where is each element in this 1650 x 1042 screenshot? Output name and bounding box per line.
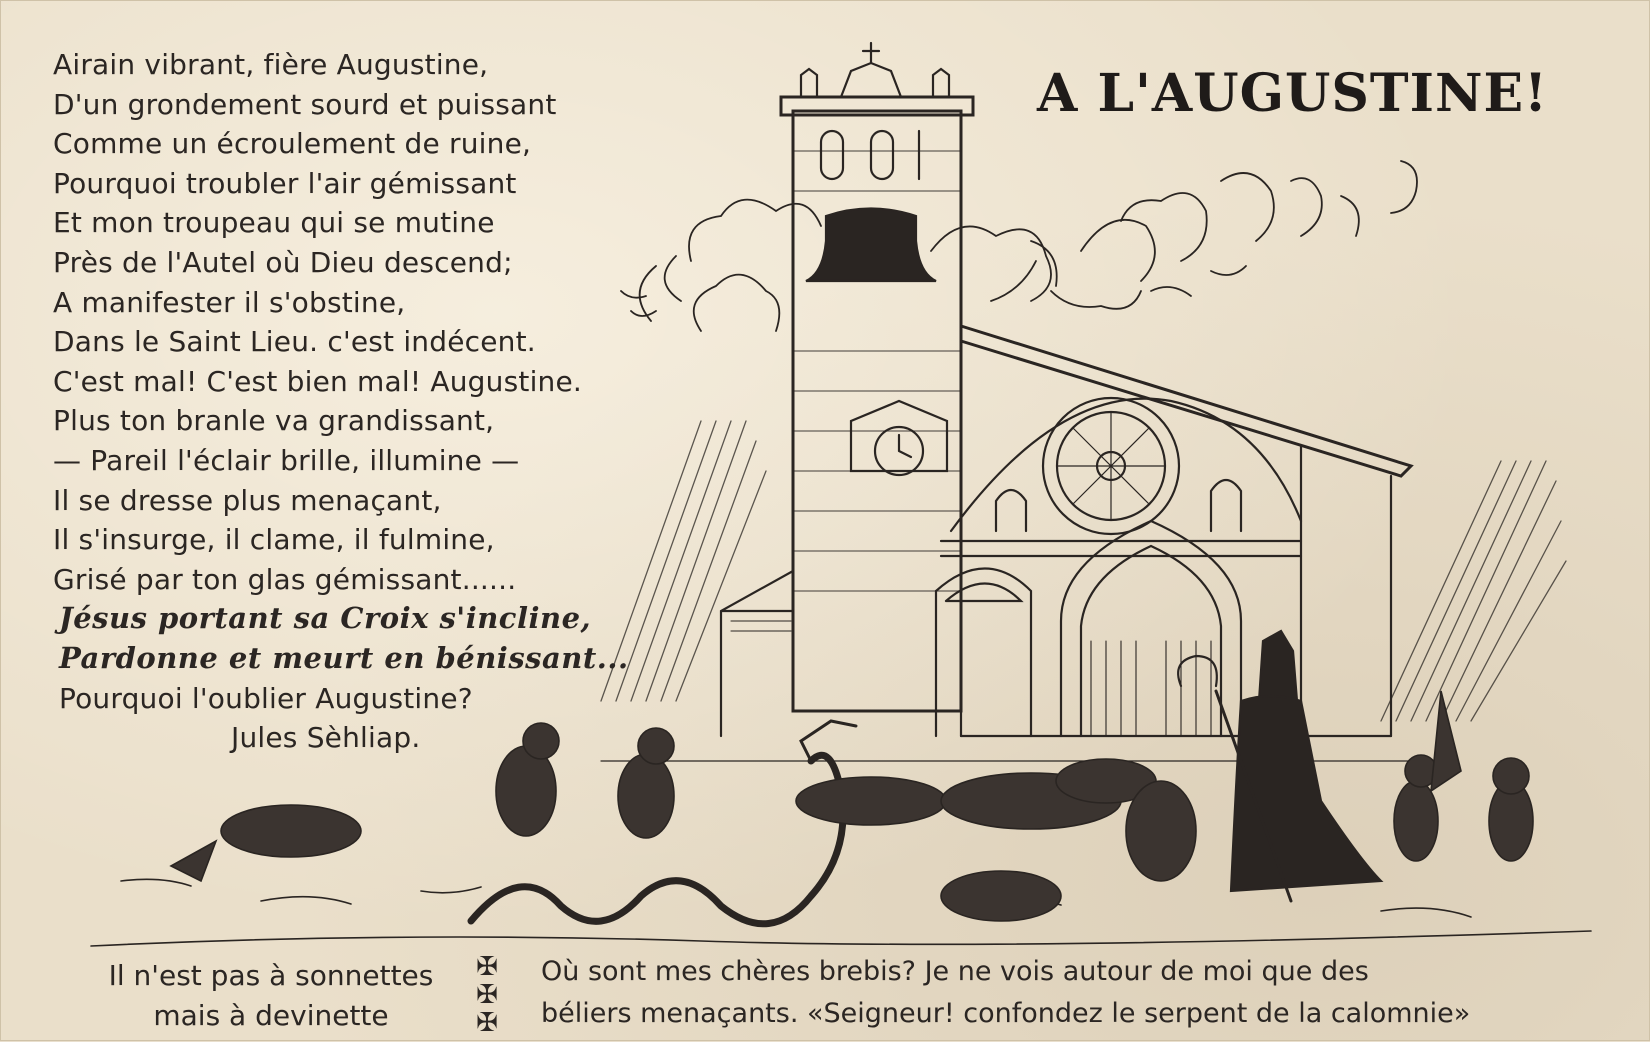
cross-icon: ✠ (476, 1008, 498, 1038)
card-title: A L'AUGUSTINE! (1037, 63, 1548, 124)
church-illustration (1, 1, 1650, 1042)
poem-line: A manifester il s'obstine, (53, 285, 406, 319)
poem-line: Pourquoi troubler l'air gémissant (53, 166, 517, 200)
sound-waves (621, 161, 1417, 331)
poem-line: — Pareil l'éclair brille, illumine — (53, 443, 520, 477)
poem-line: Dans le Saint Lieu. c'est indécent. (53, 325, 536, 359)
footer-caption (541, 951, 1581, 1035)
poem-line: Plus ton branle va grandissant, (53, 404, 495, 438)
poem-line: Il s'insurge, il clame, il fulmine, (53, 523, 495, 557)
poem-line: Airain vibrant, fière Augustine, (53, 48, 489, 81)
poem-line: Et mon troupeau qui se mutine (53, 206, 495, 240)
poem-italic-line: Pardonne et meurt en bénissant... (59, 640, 629, 675)
bell (806, 209, 936, 282)
bell-tower (781, 43, 973, 711)
footer-right-line: Où sont mes chères brebis? Je ne vois autour de moi que des (541, 956, 1369, 987)
cross-separator (469, 953, 505, 1037)
footer-right-line: béliers menaçants. «Seigneur! confondez le serpent de la calomnie» (541, 998, 1471, 1029)
poem-italic-line: Jésus portant sa Croix s'incline, (59, 601, 592, 636)
cross-icon: ✠ (476, 980, 498, 1010)
cross-icon: ✠ (476, 952, 498, 982)
poem-line: Comme un écroulement de ruine, (53, 127, 532, 161)
poem-line: C'est mal! C'est bien mal! Augustine. (53, 364, 583, 398)
poem-last-line: Pourquoi l'oublier Augustine? (59, 681, 473, 715)
bishop-figure (1178, 631, 1381, 901)
footer-riddle (101, 956, 441, 1036)
footer-left-line: Il n'est pas à sonnettes (108, 959, 434, 992)
poem-signature: Jules Sèhliap. (231, 721, 421, 755)
poem-line: Il se dresse plus menaçant, (53, 483, 442, 517)
poem-line: Près de l'Autel où Dieu descend; (53, 245, 513, 279)
poem-line: Grisé par ton glas gémissant...... (53, 562, 517, 596)
footer-left-line: mais à devinette (153, 999, 389, 1032)
poem-line: D'un grondement sourd et puissant (53, 87, 557, 121)
church-facade (721, 326, 1411, 736)
